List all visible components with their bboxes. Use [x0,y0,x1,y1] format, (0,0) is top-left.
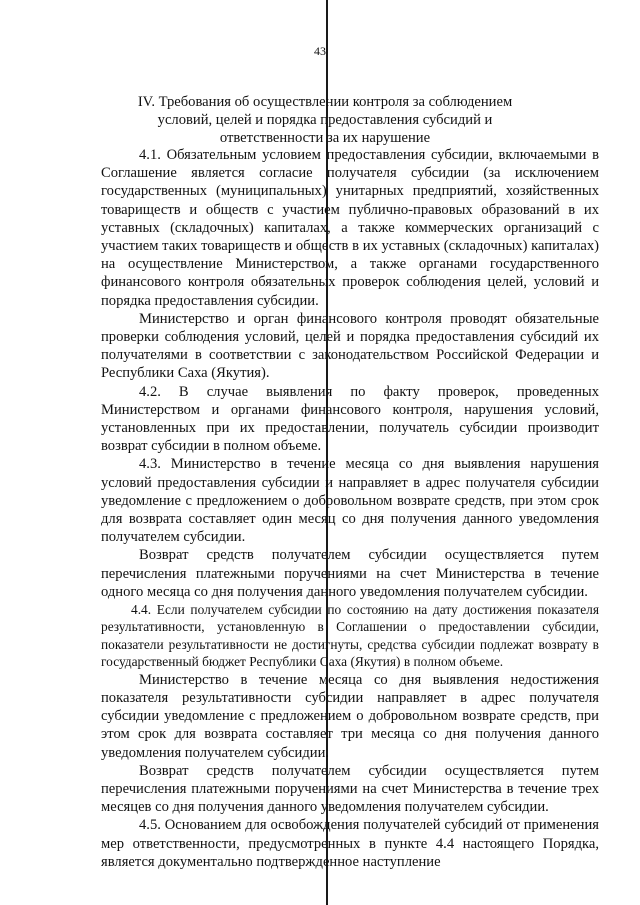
section-heading: IV. Требования об осуществлении контроля за соблюдением условий, целей и порядка предоставления субсидий и ответственности за их нарушение [137,94,513,146]
page-number: 43 [314,44,326,58]
paragraph-4-1: 4.1. Обязательным условием предоставления субсидии, включаемыми в Соглашение является согласие получателя субсидии (за исключением государственных (муниципальных) унитарных предприятий, хозяйственных товариществ и обществ с участием публично-правовых образований в их уставных (складочных) капиталах, а также коммерческих организаций с участием таких товариществ и обществ в их уставных (складочных) капиталах) на осуществление Министерством, а также органами государственного финансового контроля обязательных проверок соблюдения целей, условий и порядка предоставления субсидии. [101,147,599,309]
paragraph-4-3: 4.3. Министерство в течение месяца со дня выявления нарушения условий предоставления субсидии и направляет в адрес получателя субсидии уведомление с предложением о добровольном возврате средств, при этом срок для возврата составляет один месяц со дня получения данного уведомления получателем субсидии. [101,456,599,546]
paragraph-ministry-notice: Министерство в течение месяца со дня выявления недостижения показателя результативности субсидии направляет в адрес получателя субсидии уведомление с предложением о добровольном возврате средств, при этом срок для возврата составляет три месяца со дня получения данного уведомления получателем субсидии. [101,671,599,761]
paragraph-control-bodies: Министерство и орган финансового контроля проводят обязательные проверки соблюдения условий, целей и порядка предоставления субсидий их получателями в соответствии с законодательством Российской Федерации и Республики Саха (Якутия). [101,310,599,382]
paragraph-refund-one-month: Возврат средств получателем субсидии осуществляется путем перечисления платежными поручениями на счет Министерства в течение одного месяца со дня получения данного уведомления получателем субсидии. [101,547,599,600]
paragraph-refund-three-months: Возврат средств получателем субсидии осуществляется путем перечисления платежными поручениями на счет Министерства в течение трех месяцев со дня получения данного уведомления получателем субсидии. [101,762,599,816]
paragraph-4-4: 4.4. Если получателем субсидии по состоянию на дату достижения показателя результативности, установленную в Соглашении о предоставлении субсидии, показатели результативности не достигнуты, средства субсидии подлежат возврату в государственный бюджет Республики Саха (Якутия) в полном объеме. [101,602,599,670]
document-body [101,146,599,871]
paragraph-4-2: 4.2. В случае выявления по факту проверок, проведенных Министерством и органами финансового контроля, нарушения условий, установленных при их предоставлении, получатель субсидии производит возврат субсидии в полном объеме. [101,383,599,455]
paragraph-4-5: 4.5. Основанием для освобождения получателей субсидий от применения мер ответственности, предусмотренных в пункте 4.4 настоящего Порядка, является документально подтвержденное наступление [101,817,599,870]
